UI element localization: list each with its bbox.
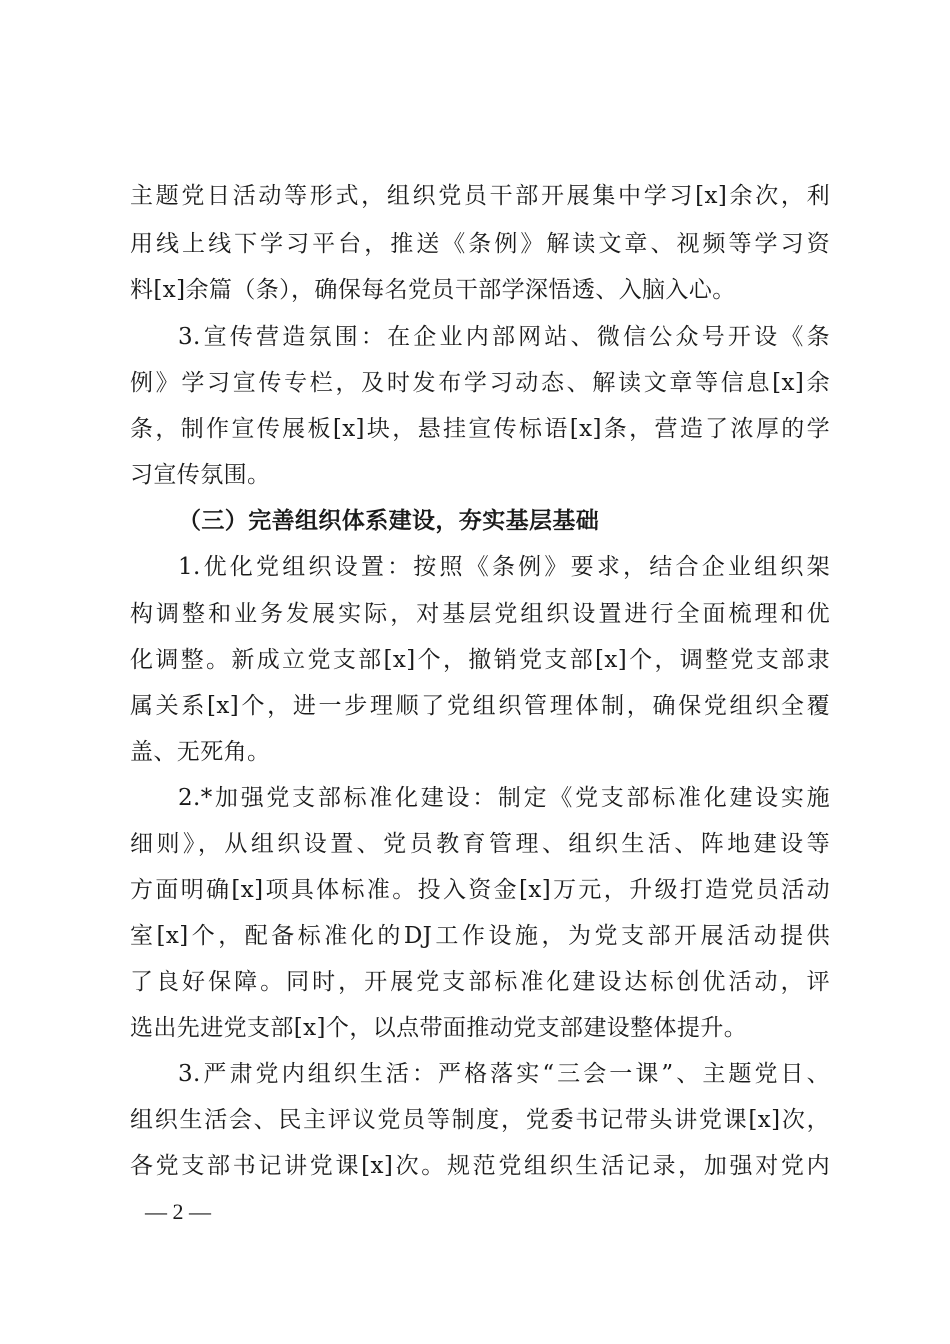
body-text-line: 用线上线下学习平台，推送《条例》解读文章、视频等学习资 xyxy=(130,231,830,257)
body-text-line: 了良好保障。同时，开展党支部标准化建设达标创优活动，评 xyxy=(130,969,830,995)
body-text-line: 例》学习宣传专栏，及时发布学习动态、解读文章等信息[x]余 xyxy=(130,370,830,396)
paragraph-first-line: 3.宣传营造氛围：在企业内部网站、微信公众号开设《条 xyxy=(178,324,830,350)
body-text-line: 条，制作宣传展板[x]块，悬挂宣传标语[x]条，营造了浓厚的学 xyxy=(130,416,830,442)
body-text-line: 属关系[x]个，进一步理顺了党组织管理体制，确保党组织全覆 xyxy=(130,693,830,719)
body-text-line: 料[x]余篇（条），确保每名党员干部学深悟透、入脑入心。 xyxy=(130,277,736,303)
body-text-line: 室[x]个，配备标准化的DJ工作设施，为党支部开展活动提供 xyxy=(130,923,830,949)
body-text-line: 盖、无死角。 xyxy=(130,739,271,765)
paragraph-first-line: 3.严肃党内组织生活：严格落实“三会一课”、主题党日、 xyxy=(178,1061,830,1087)
page-number: — 2 — xyxy=(145,1199,211,1224)
body-text-line: 方面明确[x]项具体标准。投入资金[x]万元，升级打造党员活动 xyxy=(130,877,830,903)
body-text-line: 构调整和业务发展实际，对基层党组织设置进行全面梳理和优 xyxy=(130,601,830,627)
body-text-line: 选出先进党支部[x]个，以点带面推动党支部建设整体提升。 xyxy=(130,1015,748,1041)
paragraph-first-line: 1.优化党组织设置：按照《条例》要求，结合企业组织架 xyxy=(178,554,830,580)
paragraph-first-line: 2.*加强党支部标准化建设：制定《党支部标准化建设实施 xyxy=(178,785,830,811)
body-text-line: 各党支部书记讲党课[x]次。规范党组织生活记录，加强对党内 xyxy=(130,1153,830,1179)
section-heading: （三）完善组织体系建设，夯实基层基础 xyxy=(178,507,600,534)
body-text-line: 主题党日活动等形式，组织党员干部开展集中学习[x]余次，利 xyxy=(130,183,830,209)
body-text-line: 细则》，从组织设置、党员教育管理、组织生活、阵地建设等 xyxy=(130,831,830,857)
body-text-line: 习宣传氛围。 xyxy=(130,462,271,488)
body-text-line: 组织生活会、民主评议党员等制度，党委书记带头讲党课[x]次， xyxy=(130,1107,830,1133)
body-text-line: 化调整。新成立党支部[x]个，撤销党支部[x]个，调整党支部隶 xyxy=(130,647,830,673)
